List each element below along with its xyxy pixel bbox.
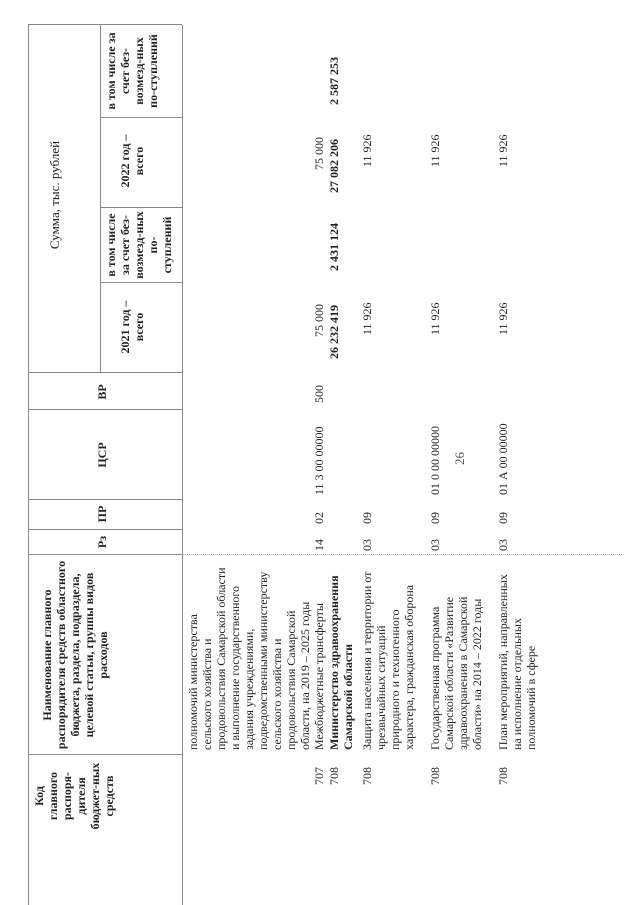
- row-3-rz: 03: [360, 539, 374, 551]
- row-4-rz: 03: [428, 539, 442, 551]
- col-border-2021: [100, 282, 182, 283]
- body-dotted-line: [182, 554, 622, 555]
- row-5-rz: 03: [496, 539, 510, 551]
- row-3-name: Защита населения и территории от чрезвычайных ситуаций природного и техногенного характера, гражданская оборона: [360, 571, 416, 750]
- row-1-rz: 14: [312, 539, 326, 551]
- header-pr: ПР: [95, 505, 109, 523]
- header-rz: Рз: [95, 535, 109, 549]
- row-5-code: 708: [496, 767, 510, 785]
- row-1-csr: 11 3 00 00000: [312, 426, 326, 495]
- col-border-vr: [28, 372, 182, 373]
- row-1-name: Межбюджетные трансферты: [312, 603, 326, 750]
- col-border-2021-free: [100, 207, 182, 208]
- row-5-csr: 01 А 00 00000: [496, 423, 510, 495]
- row-4-code: 708: [428, 767, 442, 785]
- row-5-pr: 09: [496, 512, 510, 524]
- table-top-border: [28, 25, 29, 905]
- row-4-2021: 11 926: [428, 302, 442, 335]
- header-vr: ВР: [95, 384, 109, 400]
- col-border-csr: [28, 409, 182, 410]
- row-5-2022: 11 926: [496, 134, 510, 167]
- row-1-2021: 75 000: [312, 304, 326, 337]
- header-2022-total: 2022 год – всего: [118, 134, 146, 188]
- header-name: Наименование главного распорядителя средств областного бюджета, раздела, подраздела, целевой статьи, группы видов расходов: [40, 560, 110, 750]
- row-2-2021-free: 2 431 124: [327, 223, 341, 271]
- col-border-code: [28, 754, 182, 755]
- row-5-name: План мероприятий, направленных на исполнение отдельных полномочий в сфере: [496, 574, 538, 750]
- header-2022-free: в том числе за счет без-возмезд-ных по-ступлений: [104, 32, 160, 110]
- col-border-name: [28, 554, 182, 555]
- header-code: Код главного распоря-дителя бюджет-ных средств: [32, 762, 116, 830]
- row-3-2021: 11 926: [360, 302, 374, 335]
- header-sum-group: Сумма, тыс. рублей: [47, 140, 62, 250]
- row-3-code: 708: [360, 767, 374, 785]
- row-4-2022: 11 926: [428, 134, 442, 167]
- row-2-2022: 27 082 206: [327, 139, 341, 193]
- col-border-rz: [28, 529, 182, 530]
- row-2-2021: 26 232 419: [327, 305, 341, 359]
- row-3-pr: 09: [360, 512, 374, 524]
- row-0-name: полномочий министерства сельского хозяйства и продовольствия Самарской области и выполнение государственного задания учреждениями, подведомственными министерству сельского хозяйства и продовольствия Самарской области, на 2019 – 2025 годы: [186, 567, 312, 750]
- row-1-2022: 75 000: [312, 137, 326, 170]
- row-4-csr: 01 0 00 00000: [428, 426, 442, 495]
- table-right-border: [28, 24, 182, 25]
- header-2021-total: 2021 год – всего: [118, 300, 146, 354]
- row-1-pr: 02: [312, 512, 326, 524]
- page-number: 26: [452, 452, 467, 465]
- header-2021-free: в том числе за счет без-возмезд-ных по-ступлений: [104, 211, 174, 279]
- header-csr: ЦСР: [95, 442, 109, 468]
- sum-group-divider: [100, 25, 101, 373]
- row-2-2022-free: 2 587 253: [327, 57, 341, 105]
- row-5-2021: 11 926: [496, 302, 510, 335]
- col-border-2022: [100, 117, 182, 118]
- row-4-pr: 09: [428, 512, 442, 524]
- row-3-2022: 11 926: [360, 134, 374, 167]
- row-4-name: Государственная программа Самарской области «Развитие здравоохранения в Самарской области» на 2014 – 2022 годы: [428, 596, 484, 750]
- header-bottom-border: [182, 25, 183, 905]
- row-1-vr: 500: [312, 385, 326, 403]
- row-1-code: 707: [312, 767, 326, 785]
- col-border-pr: [28, 499, 182, 500]
- row-2-code: 708: [327, 767, 341, 785]
- row-2-name: Министерство здравоохранения Самарской области: [327, 575, 355, 750]
